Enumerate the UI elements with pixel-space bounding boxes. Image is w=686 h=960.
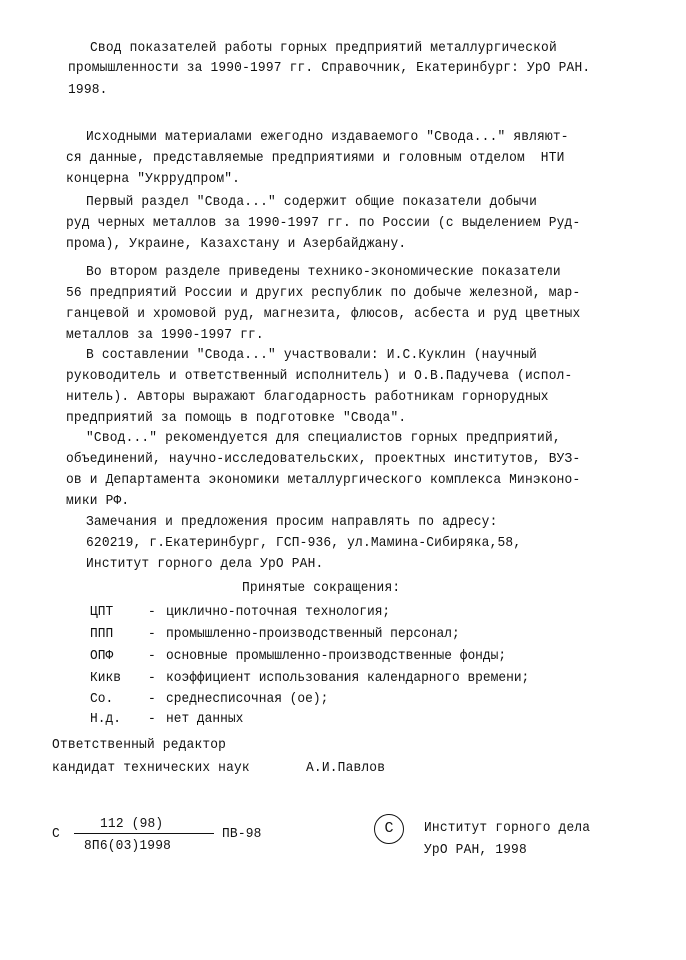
abbreviations-title: Принятые сокращения:: [242, 580, 401, 596]
imprint-prefix: С: [52, 826, 60, 842]
abbreviation-definition: коэффициент использования календарного времени;: [166, 670, 530, 686]
imprint-suffix: ПВ-98: [222, 826, 262, 842]
p3-line-3: ганцевой и хромовой руд, магнезита, флюсов, асбеста и руд цветных: [66, 306, 581, 322]
abbreviation-dash: -: [148, 691, 156, 707]
header-line-2: промышленности за 1990-1997 гг. Справочник, Екатеринбург: УрО РАН.: [68, 60, 591, 76]
abbreviation-row: [0, 668, 686, 688]
abbreviation-term: Со.: [90, 691, 114, 707]
abbreviation-term: ППП: [90, 626, 114, 642]
p2-line-2: руд черных металлов за 1990-1997 гг. по России (с выделением Руд-: [66, 215, 581, 231]
imprint-denominator: 8П6(03)1998: [84, 838, 172, 854]
abbreviation-definition: нет данных: [166, 711, 244, 727]
header-line-1: Свод показателей работы горных предприятий металлургической: [90, 40, 557, 56]
p2-line-1: Первый раздел "Свода..." содержит общие показатели добычи: [86, 194, 538, 210]
abbreviation-term: ОПФ: [90, 648, 114, 664]
header-line-3: 1998.: [68, 82, 108, 98]
abbreviation-dash: -: [148, 670, 156, 686]
abbreviation-term: Н.д.: [90, 711, 121, 727]
abbreviation-row: [0, 624, 686, 644]
abbreviation-row: [0, 709, 686, 729]
abbreviation-dash: -: [148, 626, 156, 642]
p1-line-1: Исходными материалами ежегодно издаваемого "Свода..." являют-: [86, 129, 569, 145]
editor-name: А.И.Павлов: [306, 760, 386, 776]
publisher-line-1: Институт горного дела: [424, 820, 591, 836]
p6-line-1: Замечания и предложения просим направлять по адресу:: [86, 514, 498, 530]
p3-line-4: металлов за 1990-1997 гг.: [66, 327, 264, 343]
editor-degree: кандидат технических наук: [52, 760, 250, 776]
p2-line-3: прома), Украине, Казахстану и Азербайджану.: [66, 236, 407, 252]
abbreviation-definition: циклично-поточная технология;: [166, 604, 391, 620]
p5-line-4: мики РФ.: [66, 493, 130, 509]
abbreviation-row: [0, 646, 686, 666]
abbreviation-row: [0, 602, 686, 622]
p4-line-2: руководитель и ответственный исполнитель) и О.В.Падучева (испол-: [66, 368, 573, 384]
p4-line-1: В составлении "Свода..." участвовали: И.С.Куклин (научный: [86, 347, 538, 363]
p3-line-2: 56 предприятий России и других республик по добыче железной, мар-: [66, 285, 581, 301]
abbreviation-dash: -: [148, 604, 156, 620]
copyright-icon: С: [374, 814, 404, 844]
p6-line-3: Институт горного дела УрО РАН.: [86, 556, 324, 572]
p1-line-2: ся данные, представляемые предприятиями и головным отделом НТИ: [66, 150, 565, 166]
abbreviation-term: Кикв: [90, 670, 121, 686]
p5-line-1: "Свод..." рекомендуется для специалистов горных предприятий,: [86, 430, 561, 446]
abbreviation-term: ЦПТ: [90, 604, 114, 620]
p6-line-2: 620219, г.Екатеринбург, ГСП-936, ул.Мамина-Сибиряка,58,: [86, 535, 522, 551]
abbreviation-dash: -: [148, 648, 156, 664]
p4-line-4: предприятий за помощь в подготовке "Свода".: [66, 410, 407, 426]
imprint-fraction-rule: [74, 833, 214, 834]
imprint-numerator: 112 (98): [100, 816, 164, 832]
p3-line-1: Во втором разделе приведены технико-экономические показатели: [86, 264, 561, 280]
publisher-line-2: УрО РАН, 1998: [424, 842, 527, 858]
editor-role: Ответственный редактор: [52, 737, 227, 753]
p1-line-3: концерна "Укррудпром".: [66, 171, 241, 187]
abbreviation-definition: среднесписочная (ое);: [166, 691, 329, 707]
p5-line-2: объединений, научно-исследовательских, проектных институтов, ВУЗ-: [66, 451, 581, 467]
abbreviation-definition: промышленно-производственный персонал;: [166, 626, 460, 642]
abbreviation-dash: -: [148, 711, 156, 727]
p5-line-3: ов и Департамента экономики металлургического комплекса Минэконо-: [66, 472, 581, 488]
abbreviation-row: [0, 689, 686, 709]
abbreviation-definition: основные промышленно-производственные фонды;: [166, 648, 507, 664]
p4-line-3: нитель). Авторы выражают благодарность работникам горнорудных: [66, 389, 549, 405]
